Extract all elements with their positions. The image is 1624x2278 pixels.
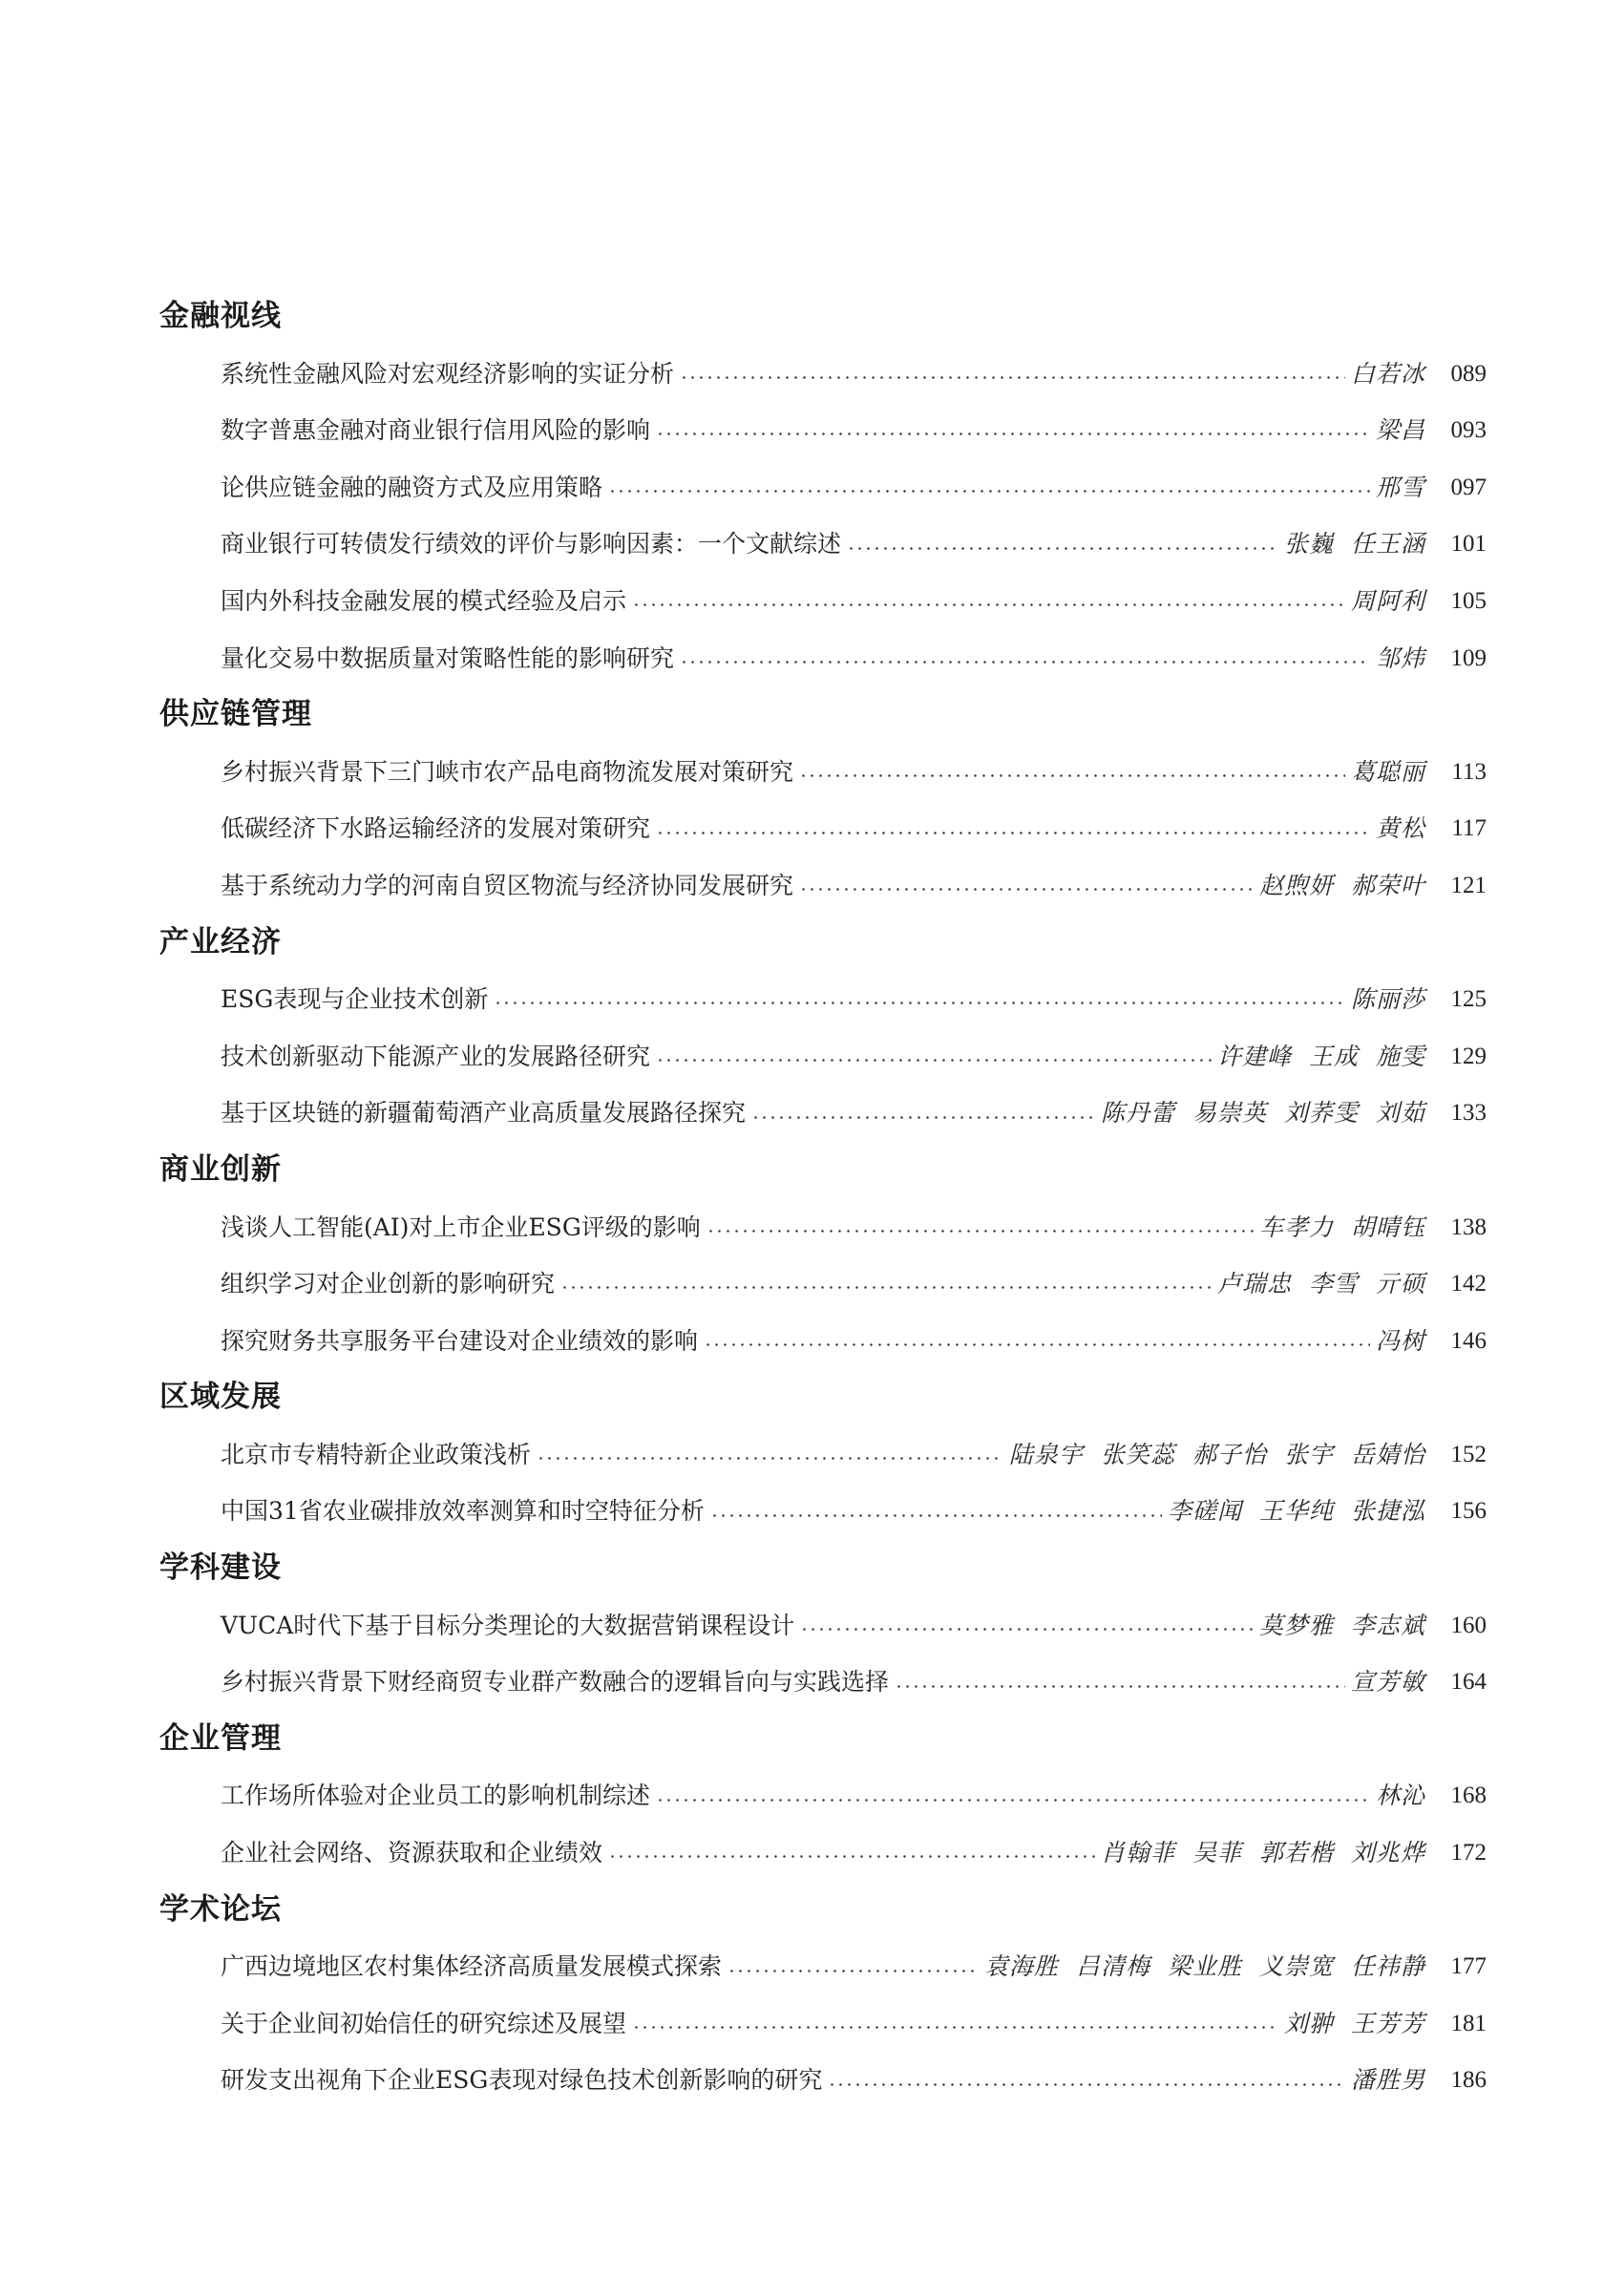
entry-title: 商业银行可转债发行绩效的评价与影响因素：一个文献综述 (221, 530, 842, 559)
author-name: 张捷泓 (1350, 1497, 1425, 1526)
entry-title: 乡村振兴背景下财经商贸专业群产数融合的逻辑旨向与实践选择 (221, 1668, 890, 1697)
dot-leader (656, 832, 1370, 834)
dot-leader (707, 1230, 1254, 1233)
page-number: 156 (1450, 1498, 1487, 1525)
entry-title: 乡村振兴背景下三门峡市农产品电商物流发展对策研究 (221, 757, 794, 786)
toc-entry[interactable] (221, 1483, 1487, 1540)
author-name: 莫梦雅 (1258, 1611, 1334, 1639)
page-number: 152 (1450, 1441, 1487, 1467)
section-title: 学科建设 (159, 1550, 282, 1586)
entry-title: 国内外科技金融发展的模式经验及启示 (221, 586, 627, 615)
page-number: 160 (1450, 1612, 1487, 1638)
author-name: 任祎静 (1350, 1952, 1425, 1981)
toc-entry[interactable] (221, 2052, 1487, 2109)
author-name: 岳婧怡 (1350, 1440, 1425, 1468)
page-number: 109 (1450, 644, 1487, 671)
dot-leader (799, 774, 1345, 777)
toc-entry[interactable] (221, 1255, 1487, 1313)
toc-entry[interactable] (221, 1313, 1487, 1370)
author-name: 李志斌 (1350, 1611, 1425, 1639)
entry-authors (1376, 459, 1425, 517)
author-name: 林沁 (1375, 1782, 1425, 1810)
toc-entry[interactable] (221, 1085, 1487, 1142)
page-number: 101 (1450, 531, 1487, 558)
dot-leader (608, 1855, 1095, 1858)
toc-entry[interactable] (221, 1938, 1487, 1995)
author-name: 邹炜 (1375, 643, 1425, 672)
author-name: 车孝力 (1258, 1213, 1334, 1241)
author-name: 郭若楷 (1258, 1839, 1334, 1867)
entry-authors (1101, 1085, 1425, 1142)
dot-leader (632, 2026, 1278, 2029)
author-name: 陈丽莎 (1350, 985, 1425, 1014)
entry-authors (1376, 800, 1425, 857)
dot-leader (728, 1970, 979, 1972)
entry-title: 数字普惠金融对商业银行信用风险的影响 (221, 416, 651, 445)
author-name: 邢雪 (1375, 473, 1425, 501)
dot-leader (751, 1116, 1095, 1119)
author-name: 刘荞雯 (1283, 1099, 1359, 1128)
page-number: 117 (1451, 815, 1487, 842)
section-title: 企业管理 (159, 1720, 282, 1756)
author-name: 李雪 (1308, 1270, 1359, 1298)
page-number: 105 (1450, 587, 1487, 614)
section-title: 区域发展 (159, 1380, 282, 1415)
author-name: 陈丹蕾 (1100, 1099, 1175, 1128)
page-number: 089 (1450, 360, 1487, 387)
entry-authors (984, 1938, 1425, 1995)
toc-entry[interactable] (221, 402, 1487, 459)
toc-entry[interactable] (221, 516, 1487, 573)
entry-authors (1168, 1483, 1425, 1540)
entry-title: 广西边境地区农村集体经济高质量发展模式探索 (221, 1952, 723, 1981)
entry-title: 关于企业间初始信任的研究综述及展望 (221, 2009, 627, 2037)
author-name: 周阿利 (1350, 586, 1425, 615)
entry-title: 探究财务共享服务平台建设对企业绩效的影响 (221, 1326, 699, 1355)
author-name: 刘茹 (1375, 1099, 1425, 1128)
dot-leader (680, 661, 1370, 664)
dot-leader (704, 1343, 1370, 1346)
dot-leader (656, 1059, 1212, 1062)
page-number: 138 (1450, 1213, 1487, 1240)
toc-entry[interactable] (221, 346, 1487, 403)
page-number: 186 (1450, 2067, 1487, 2094)
dot-leader (847, 547, 1278, 550)
entry-title: 基于区块链的新疆葡萄酒产业高质量发展路径探究 (221, 1099, 747, 1128)
toc-section (159, 915, 1487, 1142)
toc-entry[interactable] (221, 1597, 1487, 1655)
author-name: 郝荣叶 (1350, 871, 1425, 899)
entry-authors (1376, 402, 1425, 459)
toc-section (159, 1882, 1487, 2109)
entry-authors (1259, 857, 1425, 915)
author-name: 葛聪丽 (1350, 757, 1425, 786)
toc-entry[interactable] (221, 1767, 1487, 1825)
dot-leader (608, 490, 1370, 493)
toc-entry[interactable] (221, 573, 1487, 630)
entry-title: 研发支出视角下企业ESG表现对绿色技术创新影响的研究 (221, 2066, 823, 2095)
author-name: 亓硕 (1375, 1270, 1425, 1298)
entry-title: ESG表现与企业技术创新 (221, 985, 489, 1014)
toc-section (159, 288, 1487, 686)
dot-leader (656, 1799, 1370, 1802)
entry-title: 工作场所体验对企业员工的影响机制综述 (221, 1782, 651, 1810)
author-name: 吴菲 (1192, 1839, 1242, 1867)
dot-leader (560, 1286, 1212, 1289)
entry-authors (1376, 1313, 1425, 1370)
page-number: 142 (1450, 1271, 1487, 1297)
author-name: 潘胜男 (1350, 2066, 1425, 2095)
author-name: 郝子怡 (1192, 1440, 1267, 1468)
toc-entry[interactable] (221, 971, 1487, 1028)
entry-authors (1351, 1654, 1425, 1711)
author-name: 宣芳敏 (1350, 1668, 1425, 1697)
dot-leader (632, 603, 1345, 606)
entry-authors (1101, 1825, 1425, 1882)
entry-title: 低碳经济下水路运输经济的发展对策研究 (221, 814, 651, 843)
entry-authors (1284, 516, 1425, 573)
toc-entry[interactable] (221, 1654, 1487, 1711)
toc-entry[interactable] (221, 744, 1487, 801)
entry-title: 浅谈人工智能(AI)对上市企业ESG评级的影响 (221, 1213, 701, 1241)
author-name: 白若冰 (1350, 359, 1425, 388)
page-number: 125 (1450, 986, 1487, 1013)
page-number: 121 (1450, 872, 1487, 898)
dot-leader (895, 1685, 1345, 1688)
entry-title: 量化交易中数据质量对策略性能的影响研究 (221, 643, 675, 672)
toc-section (159, 1142, 1487, 1369)
author-name: 冯树 (1375, 1326, 1425, 1355)
page-number: 168 (1450, 1782, 1487, 1809)
section-title: 学术论坛 (159, 1891, 282, 1927)
toc-entry[interactable] (221, 800, 1487, 857)
author-name: 卢瑞忠 (1216, 1270, 1292, 1298)
page-number: 164 (1450, 1669, 1487, 1696)
entry-authors (1351, 573, 1425, 630)
author-name: 易崇英 (1192, 1099, 1267, 1128)
page-number: 172 (1450, 1840, 1487, 1867)
dot-leader (828, 2083, 1345, 2086)
dot-leader (710, 1514, 1162, 1517)
author-name: 胡晴钰 (1350, 1213, 1425, 1241)
toc-entry[interactable] (221, 630, 1487, 687)
author-name: 张宇 (1283, 1440, 1334, 1468)
page-number: 177 (1450, 1953, 1487, 1980)
author-name: 施雯 (1375, 1042, 1425, 1070)
page-number: 129 (1450, 1043, 1487, 1069)
entry-authors (1259, 1597, 1425, 1655)
author-name: 刘兆烨 (1350, 1839, 1425, 1867)
entry-title: 系统性金融风险对宏观经济影响的实证分析 (221, 359, 675, 388)
dot-leader (656, 432, 1370, 435)
entry-authors (1376, 630, 1425, 687)
author-name: 梁昌 (1375, 416, 1425, 445)
author-name: 陆泉宇 (1008, 1440, 1084, 1468)
page-number: 097 (1450, 474, 1487, 500)
entry-title: 技术创新驱动下能源产业的发展路径研究 (221, 1042, 651, 1070)
page-number: 113 (1451, 758, 1487, 785)
toc-entry[interactable] (221, 1199, 1487, 1256)
dot-leader (799, 888, 1254, 891)
author-name: 李磋闻 (1167, 1497, 1242, 1526)
entry-title: 中国31省农业碳排放效率测算和时空特征分析 (221, 1497, 705, 1526)
dot-leader (680, 376, 1345, 379)
section-title: 产业经济 (159, 924, 282, 960)
toc-section (159, 1711, 1487, 1882)
author-name: 梁业胜 (1167, 1952, 1242, 1981)
dot-leader (537, 1457, 1003, 1460)
entry-authors (1259, 1199, 1425, 1256)
author-name: 王成 (1308, 1042, 1359, 1070)
entry-title: 基于系统动力学的河南自贸区物流与经济协同发展研究 (221, 871, 794, 899)
entry-title: 论供应链金融的融资方式及应用策略 (221, 473, 603, 501)
dot-leader (800, 1628, 1254, 1631)
entry-authors (1351, 2052, 1425, 2109)
author-name: 吕清梅 (1075, 1952, 1150, 1981)
author-name: 任王涵 (1350, 530, 1425, 559)
entry-title: 企业社会网络、资源获取和企业绩效 (221, 1839, 603, 1867)
page-number: 181 (1450, 2010, 1487, 2036)
author-name: 袁海胜 (983, 1952, 1059, 1981)
section-title: 供应链管理 (159, 697, 312, 732)
author-name: 张巍 (1283, 530, 1334, 559)
author-name: 许建峰 (1216, 1042, 1292, 1070)
entry-authors (1217, 1255, 1425, 1313)
author-name: 刘翀 (1283, 2009, 1334, 2037)
entry-authors (1376, 1767, 1425, 1825)
toc-entry[interactable] (221, 459, 1487, 517)
entry-title: VUCA时代下基于目标分类理论的大数据营销课程设计 (221, 1611, 795, 1639)
entry-title: 北京市专精特新企业政策浅析 (221, 1440, 532, 1468)
toc-entry[interactable] (221, 857, 1487, 915)
table-of-contents (159, 288, 1487, 2109)
page-number: 133 (1450, 1100, 1487, 1127)
author-name: 肖翰菲 (1100, 1839, 1175, 1867)
toc-entry[interactable] (221, 1995, 1487, 2053)
entry-authors (1351, 971, 1425, 1028)
author-name: 王芳芳 (1350, 2009, 1425, 2037)
toc-section (159, 1540, 1487, 1711)
entry-authors (1351, 346, 1425, 403)
section-title: 商业创新 (159, 1151, 282, 1187)
dot-leader (494, 1002, 1345, 1004)
page-number: 146 (1450, 1327, 1487, 1354)
entry-authors (1284, 1995, 1425, 2053)
toc-entry[interactable] (221, 1825, 1487, 1882)
entry-authors (1009, 1426, 1425, 1484)
toc-section (159, 1369, 1487, 1540)
author-name: 张笑蕊 (1100, 1440, 1175, 1468)
toc-entry[interactable] (221, 1426, 1487, 1484)
author-name: 义崇宽 (1258, 1952, 1334, 1981)
section-title: 金融视线 (159, 299, 282, 333)
toc-section (159, 686, 1487, 914)
author-name: 王华纯 (1258, 1497, 1334, 1526)
author-name: 赵煦妍 (1258, 871, 1334, 899)
page-number: 093 (1450, 417, 1487, 444)
entry-title: 组织学习对企业创新的影响研究 (221, 1270, 556, 1298)
author-name: 黄松 (1375, 814, 1425, 843)
toc-entry[interactable] (221, 1028, 1487, 1086)
entry-authors (1351, 744, 1425, 801)
entry-authors (1217, 1028, 1425, 1086)
